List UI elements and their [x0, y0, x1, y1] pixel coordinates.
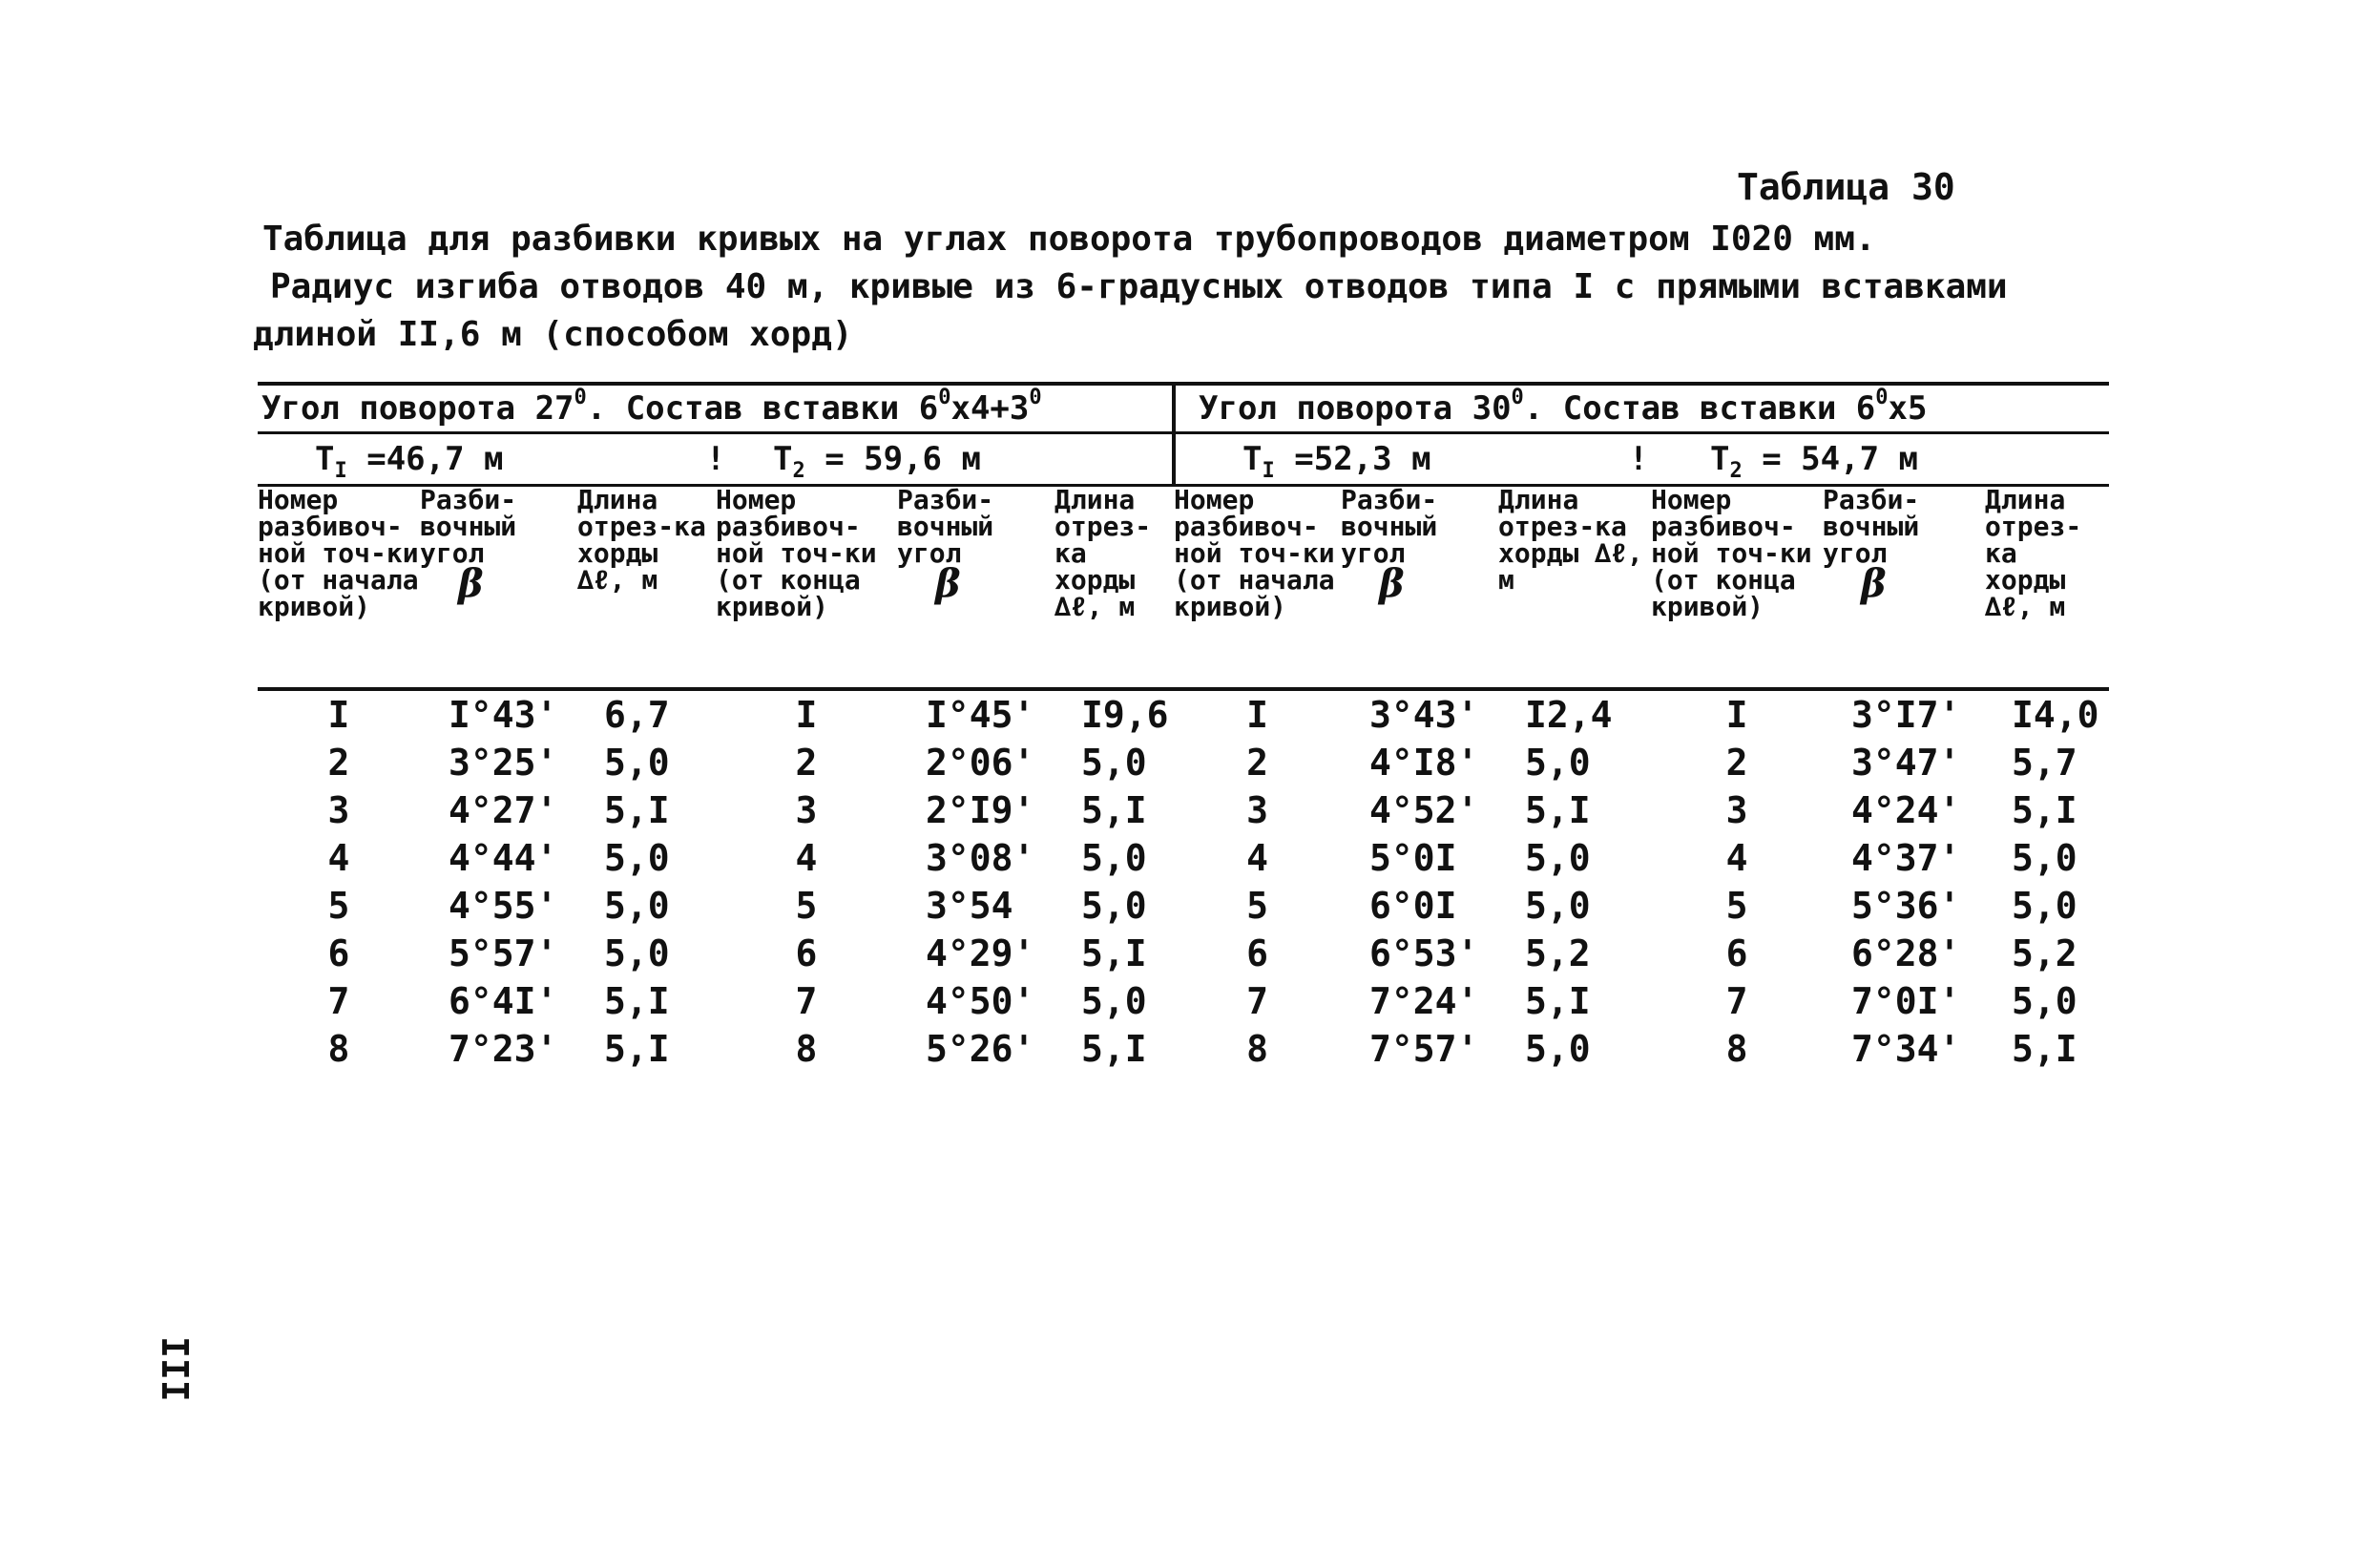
angle-cell: 4°52' [1369, 789, 1479, 831]
angle-cell: 4°27' [449, 789, 558, 831]
chord-length-cell: 5,0 [604, 837, 670, 879]
angle-cell: 2°06' [926, 742, 1035, 784]
chord-length-cell: 5,I [1525, 789, 1591, 831]
chord-length-cell: 5,I [604, 789, 670, 831]
point-number-cell: 7 [795, 980, 818, 1022]
point-number-cell: 7 [1246, 980, 1268, 1022]
chord-length-cell: 5,0 [604, 885, 670, 927]
point-number-cell: 5 [1246, 885, 1268, 927]
chord-length-cell: 5,0 [2012, 980, 2077, 1022]
chord-length-cell: 5,0 [604, 742, 670, 784]
point-number-cell: 7 [327, 980, 350, 1022]
chord-length-cell: 5,I [1081, 789, 1147, 831]
header-point-from-end: Номер разбивоч-ной точ-ки (от конца кривой) [716, 486, 897, 690]
point-number-cell: 2 [1725, 742, 1748, 784]
left-angle-cell: Угол поворота $27^0$. Состав вставки $6^0x4+3^0$ [258, 384, 1174, 433]
point-number-cell: 6 [795, 932, 818, 974]
left-tangent-cell: $T_I =46,7$ м ! $T_2 = 59,6$ м [258, 433, 1174, 486]
table-row [258, 882, 2109, 930]
point-number-cell: 4 [795, 837, 818, 879]
point-number-cell: I [795, 694, 818, 736]
angle-cell: 3°47' [1851, 742, 1961, 784]
chord-length-cell: 5,0 [1081, 742, 1147, 784]
table-row [258, 834, 2109, 882]
header-chord: Длина отрез-ка хорды ∆ℓ, м [1985, 486, 2109, 690]
right-insert-formula: x5 [1888, 389, 1928, 428]
table-row [258, 930, 2109, 977]
angle-cell: 5°36' [1851, 885, 1961, 927]
angle-cell: 7°57' [1369, 1028, 1479, 1070]
point-number-cell: 5 [795, 885, 818, 927]
table-number-label: Таблица 30 [1737, 166, 1955, 208]
right-t1-value: =52,3 м [1294, 440, 1431, 478]
left-t2-value: = 59,6 м [804, 440, 981, 478]
chord-length-cell: 5,2 [1525, 932, 1591, 974]
chord-length-cell: 5,I [1081, 1028, 1147, 1070]
point-number-cell: 4 [1725, 837, 1748, 879]
left-insert-formula: x4+3 [950, 389, 1030, 428]
chord-length-cell: 5,I [1081, 932, 1147, 974]
point-number-cell: 8 [1246, 1028, 1268, 1070]
angle-cell: 6°28' [1851, 932, 1961, 974]
chord-length-cell: 5,0 [1525, 742, 1591, 784]
angle-cell: 5°26' [926, 1028, 1035, 1070]
point-number-cell: 8 [1725, 1028, 1748, 1070]
angle-cell: 3°08' [926, 837, 1035, 879]
chord-length-cell: 5,I [1525, 980, 1591, 1022]
angle-cell: 7°34' [1851, 1028, 1961, 1070]
angle-cell: 3°25' [449, 742, 558, 784]
turn-angle-row [258, 384, 2109, 433]
left-angle-label: Угол поворота 27 [261, 389, 574, 428]
point-number-cell: 3 [1246, 789, 1268, 831]
point-number-cell: 4 [327, 837, 350, 879]
chord-length-cell: 5,I [2012, 1028, 2077, 1070]
angle-cell: 4°I8' [1369, 742, 1479, 784]
table-row [258, 689, 2109, 739]
point-number-cell: 3 [1725, 789, 1748, 831]
right-insert-label: . Состав вставки 6 [1523, 389, 1876, 428]
chord-length-cell: 5,0 [2012, 885, 2077, 927]
chord-length-cell: 5,0 [604, 932, 670, 974]
left-insert-label: . Состав вставки 6 [586, 389, 939, 428]
right-tangent-cell: $T_I =52,3$ м ! $T_2 = 54,7$ м [1174, 433, 2109, 486]
angle-cell: 4°24' [1851, 789, 1961, 831]
angle-cell: 7°0I' [1851, 980, 1961, 1022]
angle-cell: I°45' [926, 694, 1035, 736]
chord-length-cell: 5,7 [2012, 742, 2077, 784]
chord-length-cell: 5,0 [1525, 885, 1591, 927]
table-row [258, 1025, 2109, 1073]
header-point-from-end: Номер разбивоч-ной точ-ки (от конца кривой) [1651, 486, 1823, 690]
right-angle-cell: Угол поворота $30^0$. Состав вставки $6^0x5$ [1174, 384, 2109, 433]
angle-cell: 7°24' [1369, 980, 1479, 1022]
angle-cell: 5°0I [1369, 837, 1457, 879]
point-number-cell: 7 [1725, 980, 1748, 1022]
caption-line-1: Таблица для разбивки кривых на углах поворота трубопроводов диаметром I020 мм. [262, 220, 1876, 259]
angle-cell: 6°53' [1369, 932, 1479, 974]
left-t-separator: ! [705, 440, 726, 478]
point-number-cell: 8 [795, 1028, 818, 1070]
angle-cell: 4°55' [449, 885, 558, 927]
chord-length-cell: 5,0 [1081, 837, 1147, 879]
angle-cell: 4°37' [1851, 837, 1961, 879]
point-number-cell: I [1725, 694, 1748, 736]
point-number-cell: 5 [327, 885, 350, 927]
page-number: III [154, 1336, 196, 1402]
header-chord: Длина отрез-ка хорды ∆ℓ, м [577, 486, 716, 690]
chord-length-cell: I2,4 [1525, 694, 1613, 736]
chord-length-cell: 5,2 [2012, 932, 2077, 974]
caption-line-3: длиной II,6 м (способом хорд) [253, 315, 853, 354]
table-row [258, 786, 2109, 834]
header-angle: Разби-вочный угол β [897, 486, 1054, 690]
table-row [258, 739, 2109, 786]
chord-length-cell: 5,0 [1525, 1028, 1591, 1070]
point-number-cell: 6 [327, 932, 350, 974]
right-t2-value: = 54,7 м [1742, 440, 1918, 478]
angle-cell: 6°0I [1369, 885, 1457, 927]
point-number-cell: 8 [327, 1028, 350, 1070]
chord-length-cell: 5,0 [2012, 837, 2077, 879]
chord-length-cell: 5,0 [1081, 885, 1147, 927]
angle-cell: 4°29' [926, 932, 1035, 974]
tangent-row [258, 433, 2109, 486]
caption-line-2: Радиус изгиба отводов 40 м, кривые из 6-градусных отводов типа I с прямыми вставками [270, 267, 2008, 306]
angle-cell: 4°44' [449, 837, 558, 879]
curve-table-wrapper [258, 382, 2109, 1073]
point-number-cell: 3 [327, 789, 350, 831]
angle-cell: 2°I9' [926, 789, 1035, 831]
column-header-row [258, 486, 2109, 690]
header-angle: Разби-вочный угол β [420, 486, 577, 690]
chord-length-cell: 5,0 [1081, 980, 1147, 1022]
header-point-from-start: Номер разбивоч-ной точ-ки (от начала кривой) [258, 486, 420, 690]
angle-cell: 7°23' [449, 1028, 558, 1070]
chord-length-cell: 5,I [604, 980, 670, 1022]
chord-length-cell: 5,I [2012, 789, 2077, 831]
header-point-from-start: Номер разбивоч-ной точ-ки (от начала кривой) [1174, 486, 1341, 690]
point-number-cell: 6 [1246, 932, 1268, 974]
point-number-cell: 3 [795, 789, 818, 831]
point-number-cell: 4 [1246, 837, 1268, 879]
point-number-cell: 2 [1246, 742, 1268, 784]
left-t1-value: =46,7 м [366, 440, 504, 478]
header-chord: Длина отрез-ка хорды ∆ℓ, м [1498, 486, 1651, 690]
point-number-cell: 2 [327, 742, 350, 784]
header-angle: Разби-вочный угол β [1341, 486, 1498, 690]
point-number-cell: 6 [1725, 932, 1748, 974]
angle-cell: 4°50' [926, 980, 1035, 1022]
angle-cell: I°43' [449, 694, 558, 736]
header-angle: Разби-вочный угол β [1823, 486, 1985, 690]
right-angle-label: Угол поворота 30 [1199, 389, 1512, 428]
point-number-cell: 2 [795, 742, 818, 784]
angle-cell: 6°4I' [449, 980, 558, 1022]
table-row [258, 977, 2109, 1025]
right-t-separator: ! [1628, 440, 1649, 478]
angle-cell: 5°57' [449, 932, 558, 974]
point-number-cell: 5 [1725, 885, 1748, 927]
chord-length-cell: 6,7 [604, 694, 670, 736]
header-chord: Длина отрез-ка хорды ∆ℓ, м [1054, 486, 1174, 690]
curve-layout-table [258, 382, 2109, 1073]
angle-cell: 3°54 [926, 885, 1013, 927]
table-caption [253, 216, 2008, 359]
angle-cell: 3°43' [1369, 694, 1479, 736]
chord-length-cell: I4,0 [2012, 694, 2099, 736]
point-number-cell: I [327, 694, 350, 736]
chord-length-cell: 5,I [604, 1028, 670, 1070]
chord-length-cell: I9,6 [1081, 694, 1169, 736]
angle-cell: 3°I7' [1851, 694, 1961, 736]
chord-length-cell: 5,0 [1525, 837, 1591, 879]
table-body [258, 689, 2109, 1073]
point-number-cell: I [1246, 694, 1268, 736]
